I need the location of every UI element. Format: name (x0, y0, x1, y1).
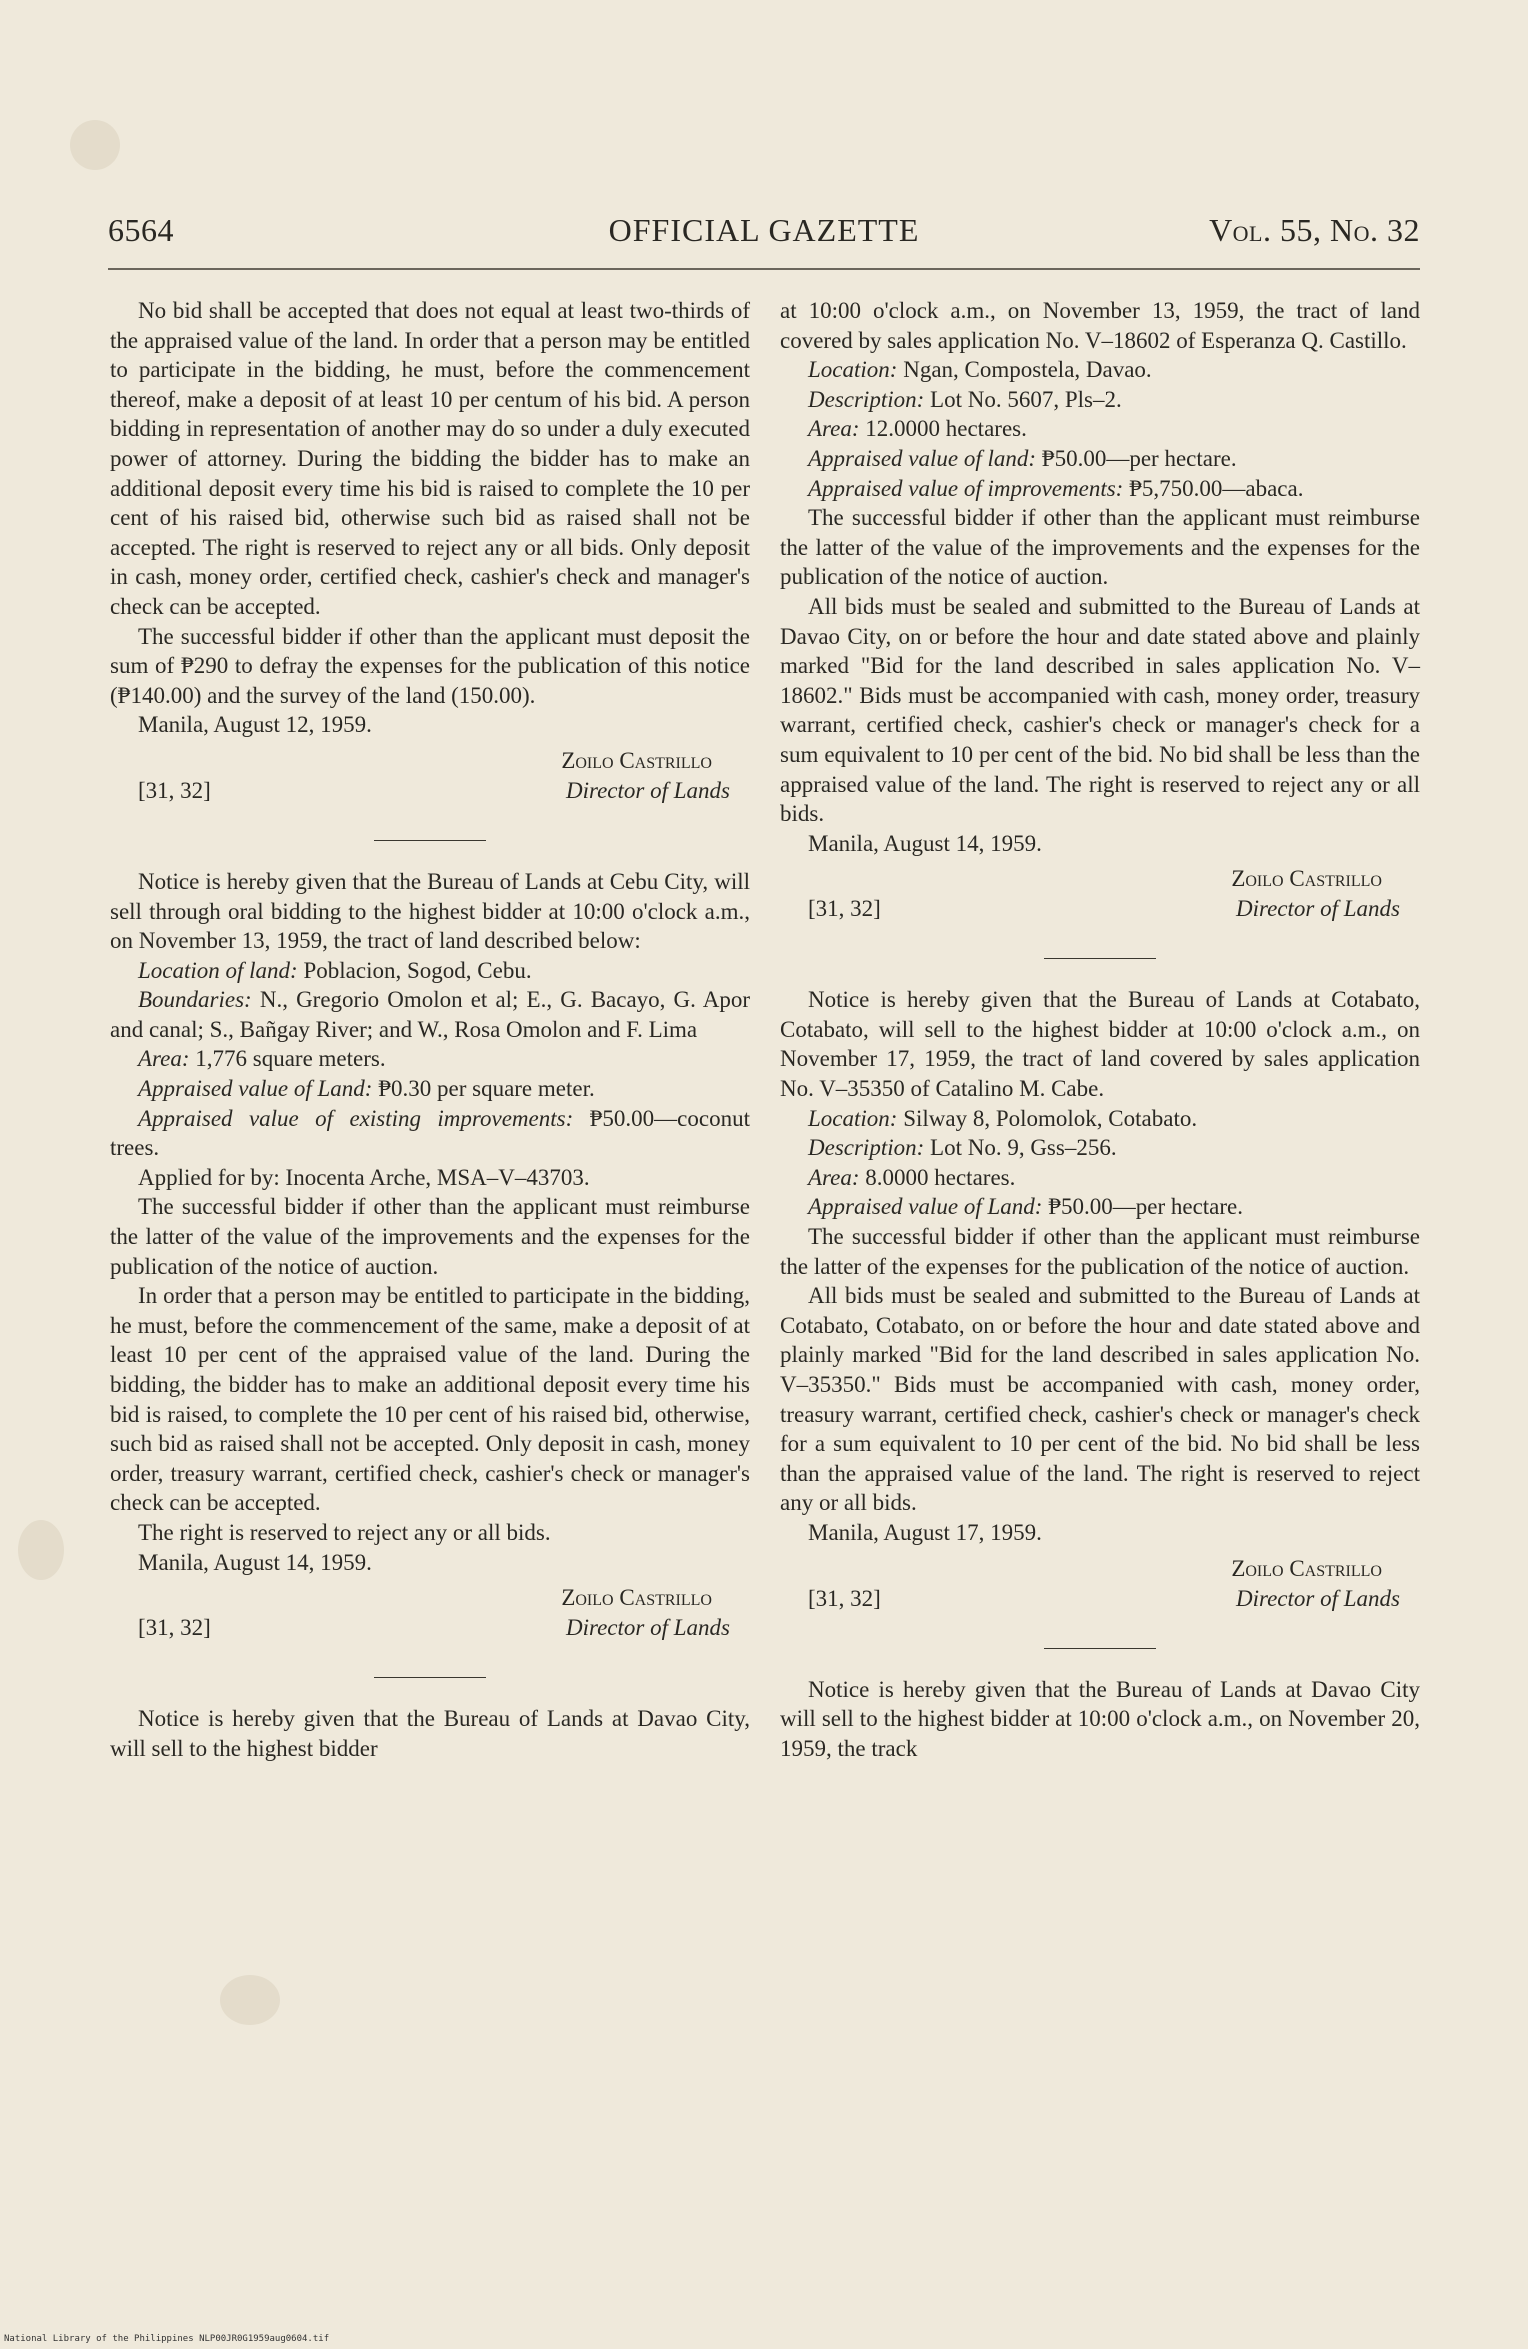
field-label: Appraised value of Land: (138, 1076, 373, 1102)
field-label: Appraised value of improvements: (808, 475, 1124, 501)
paragraph: The successful bidder if other than the applicant must reimburse the latter of the value of the improvements and the expenses for the publication of the notice of auction. (780, 505, 1420, 590)
signatory-name: Zoilo Castrillo (561, 747, 712, 773)
left-column (110, 296, 750, 1763)
right-column (780, 296, 1420, 1763)
field-label: Description: (808, 386, 925, 412)
field-value: 1,776 square meters. (195, 1046, 386, 1072)
header-rule (108, 268, 1420, 270)
notice-date: Manila, August 17, 1959. (808, 1519, 1042, 1545)
signature-block (780, 864, 1420, 928)
notice-field (110, 1074, 750, 1104)
notice-field (780, 385, 1420, 415)
paper-stain (18, 1520, 64, 1580)
notice-date: Manila, August 12, 1959. (138, 712, 372, 738)
field-value: ₱50.00—per hectare. (1048, 1194, 1243, 1220)
notice-field (780, 1104, 1420, 1134)
field-value: Ngan, Compostela, Davao. (903, 357, 1152, 383)
field-label: Appraised value of existing improvements: (138, 1105, 574, 1131)
field-label: Location: (808, 1105, 898, 1131)
field-value: Lot No. 9, Gss–256. (930, 1135, 1117, 1161)
field-label: Area: (808, 1164, 860, 1190)
paragraph: The successful bidder if other than the applicant must deposit the sum of ₱290 to defray the expenses for the publication of this notice (₱140.00) and the survey of the land (150.00). (110, 623, 750, 708)
field-label: Area: (808, 416, 860, 442)
notice-intro: Notice is hereby given that the Bureau of Lands at Cotabato, Cotabato, will sell to the highest bidder at 10:00 o'clock a.m., on November 17, 1959, the tract of land covered by sales application No. V–35350 of Catalino M. Cabe. (780, 987, 1420, 1102)
issue-reference: [31, 32] (808, 896, 881, 922)
notice-intro: Notice is hereby given that the Bureau of Lands at Davao City will sell to the highest bidder at 10:00 o'clock a.m., on November 20, 1959, the track (780, 1676, 1420, 1761)
paragraph: In order that a person may be entitled to participate in the bidding, he must, before the commencement of the same, make a deposit of at least 10 per cent of the appraised value of the land. During the bidding, the bidder has to make an additional deposit every time his bid is raised, to complete the 10 per cent of his raised bid, otherwise, such bid as raised shall not be accepted. Only deposit in cash, money order, treasury warrant, certified check, cashier's check or manager's check can be accepted. (110, 1283, 750, 1516)
field-value: 12.0000 hectares. (865, 416, 1027, 442)
field-value: ₱0.30 per square meter. (378, 1076, 595, 1102)
field-label: Description: (808, 1135, 925, 1161)
field-value: N., Gregorio Omolon et al; E., G. Bacayo, G. Apor and canal; S., Bañgay River; and W., Rosa Omolon and F. Lima (110, 987, 750, 1042)
paragraph: The right is reserved to reject any or all bids. (138, 1519, 551, 1545)
field-value: Poblacion, Sogod, Cebu. (303, 957, 532, 983)
paragraph: All bids must be sealed and submitted to the Bureau of Lands at Davao City, on or before the hour and date stated above and plainly marked "Bid for the land described in sales application No. V–18602." Bids must be accompanied with cash, money order, treasury warrant, certified check, cashier's check or manager's check for a sum equivalent to 10 per cent of the bid. No bid shall be less than the appraised value of the land. The right is reserved to reject any or all bids. (780, 593, 1420, 827)
notice-date: Manila, August 14, 1959. (808, 830, 1042, 856)
field-label: Boundaries: (138, 987, 252, 1013)
signature-block (780, 1554, 1420, 1618)
notice-field (110, 1044, 750, 1074)
field-value: ₱50.00—per hectare. (1041, 445, 1237, 471)
scan-footer: National Library of the Philippines NLP00JR0G1959aug0604.tif (4, 2334, 330, 2344)
paragraph: No bid shall be accepted that does not equal at least two-thirds of the appraised value of the land. In order that a person may be entitled to participate in the bidding, he must, before the commencement thereof, make a deposit of at least 10 per centum of his bid. A person bidding in representation of another may do so under a duly executed power of attorney. During the bidding the bidder has to make an additional deposit every time his bid is raised to complete the 10 per cent of his raised bid, otherwise such bid as raised shall not be accepted. The right is reserved to reject any or all bids. Only deposit in cash, money order, certified check, cashier's check and manager's check can be accepted. (110, 298, 750, 619)
notice-field (780, 1192, 1420, 1222)
signatory-title: Director of Lands (566, 1615, 730, 1641)
signatory-title: Director of Lands (1236, 896, 1400, 922)
running-head (108, 212, 1420, 252)
volume-number: Vol. 55, No. 32 (1209, 212, 1420, 248)
notice-field (780, 355, 1420, 385)
field-value: Lot No. 5607, Pls–2. (930, 386, 1122, 412)
notice-field (780, 1163, 1420, 1193)
signature-block (110, 746, 750, 810)
paragraph: All bids must be sealed and submitted to the Bureau of Lands at Cotabato, Cotabato, on or before the hour and date stated above and plainly marked "Bid for the land described in sales application No. V–35350." Bids must be accompanied with cash, money order, treasury warrant, certified check, cashier's check or manager's check for a sum equivalent to 10 per cent of the bid. No bid shall be less than the appraised value of the land. The right is reserved to reject any or all bids. (780, 1283, 1420, 1516)
publication-title: OFFICIAL GAZETTE (608, 212, 920, 248)
issue-reference: [31, 32] (808, 1585, 881, 1611)
section-separator (1044, 1648, 1156, 1649)
field-value: 8.0000 hectares. (865, 1164, 1016, 1190)
paper-stain (70, 120, 120, 170)
section-separator (374, 1677, 486, 1678)
field-value: ₱50.00—coconut trees. (110, 1105, 750, 1161)
section-separator (1044, 958, 1156, 959)
signatory-name: Zoilo Castrillo (1231, 1555, 1382, 1581)
paper-stain (220, 1975, 280, 2025)
signatory-name: Zoilo Castrillo (1231, 866, 1382, 892)
field-value: Silway 8, Polomolok, Cotabato. (903, 1105, 1198, 1131)
paragraph: The successful bidder if other than the applicant must reimburse the latter of the value of the improvements and the expenses for the publication of the notice of auction. (110, 1194, 750, 1279)
field-label: Area: (138, 1046, 190, 1072)
field-label: Location: (808, 357, 898, 383)
notice-date: Manila, August 14, 1959. (138, 1549, 372, 1575)
signatory-title: Director of Lands (566, 777, 730, 803)
signatory-title: Director of Lands (1236, 1585, 1400, 1611)
notice-field (110, 985, 750, 1044)
notice-intro: Notice is hereby given that the Bureau of Lands at Cebu City, will sell through oral bidding to the highest bidder at 10:00 o'clock a.m., on November 13, 1959, the tract of land described below: (110, 868, 750, 954)
notice-field (780, 444, 1420, 474)
notice-field (780, 1133, 1420, 1163)
section-separator (374, 840, 486, 841)
notice-field (110, 956, 750, 986)
signatory-name: Zoilo Castrillo (561, 1585, 712, 1611)
signature-block (110, 1583, 750, 1647)
notice-intro: Notice is hereby given that the Bureau of Lands at Davao City, will sell to the highest bidder (110, 1706, 750, 1761)
field-label: Appraised value of Land: (808, 1194, 1043, 1220)
field-label: Appraised value of land: (808, 445, 1037, 471)
field-label: Location of land: (138, 957, 298, 983)
page-number: 6564 (108, 212, 174, 248)
notice-field (110, 1104, 750, 1163)
issue-reference: [31, 32] (138, 777, 211, 803)
issue-reference: [31, 32] (138, 1615, 211, 1641)
field-value: ₱5,750.00—abaca. (1129, 475, 1304, 501)
paragraph: at 10:00 o'clock a.m., on November 13, 1959, the tract of land covered by sales application No. V–18602 of Esperanza Q. Castillo. (780, 298, 1420, 353)
notice-field (780, 474, 1420, 504)
notice-field: Applied for by: Inocenta Arche, MSA–V–43703. (138, 1164, 590, 1190)
paragraph: The successful bidder if other than the applicant must reimburse the latter of the expenses for the publication of the notice of auction. (780, 1224, 1420, 1279)
notice-field (780, 414, 1420, 444)
